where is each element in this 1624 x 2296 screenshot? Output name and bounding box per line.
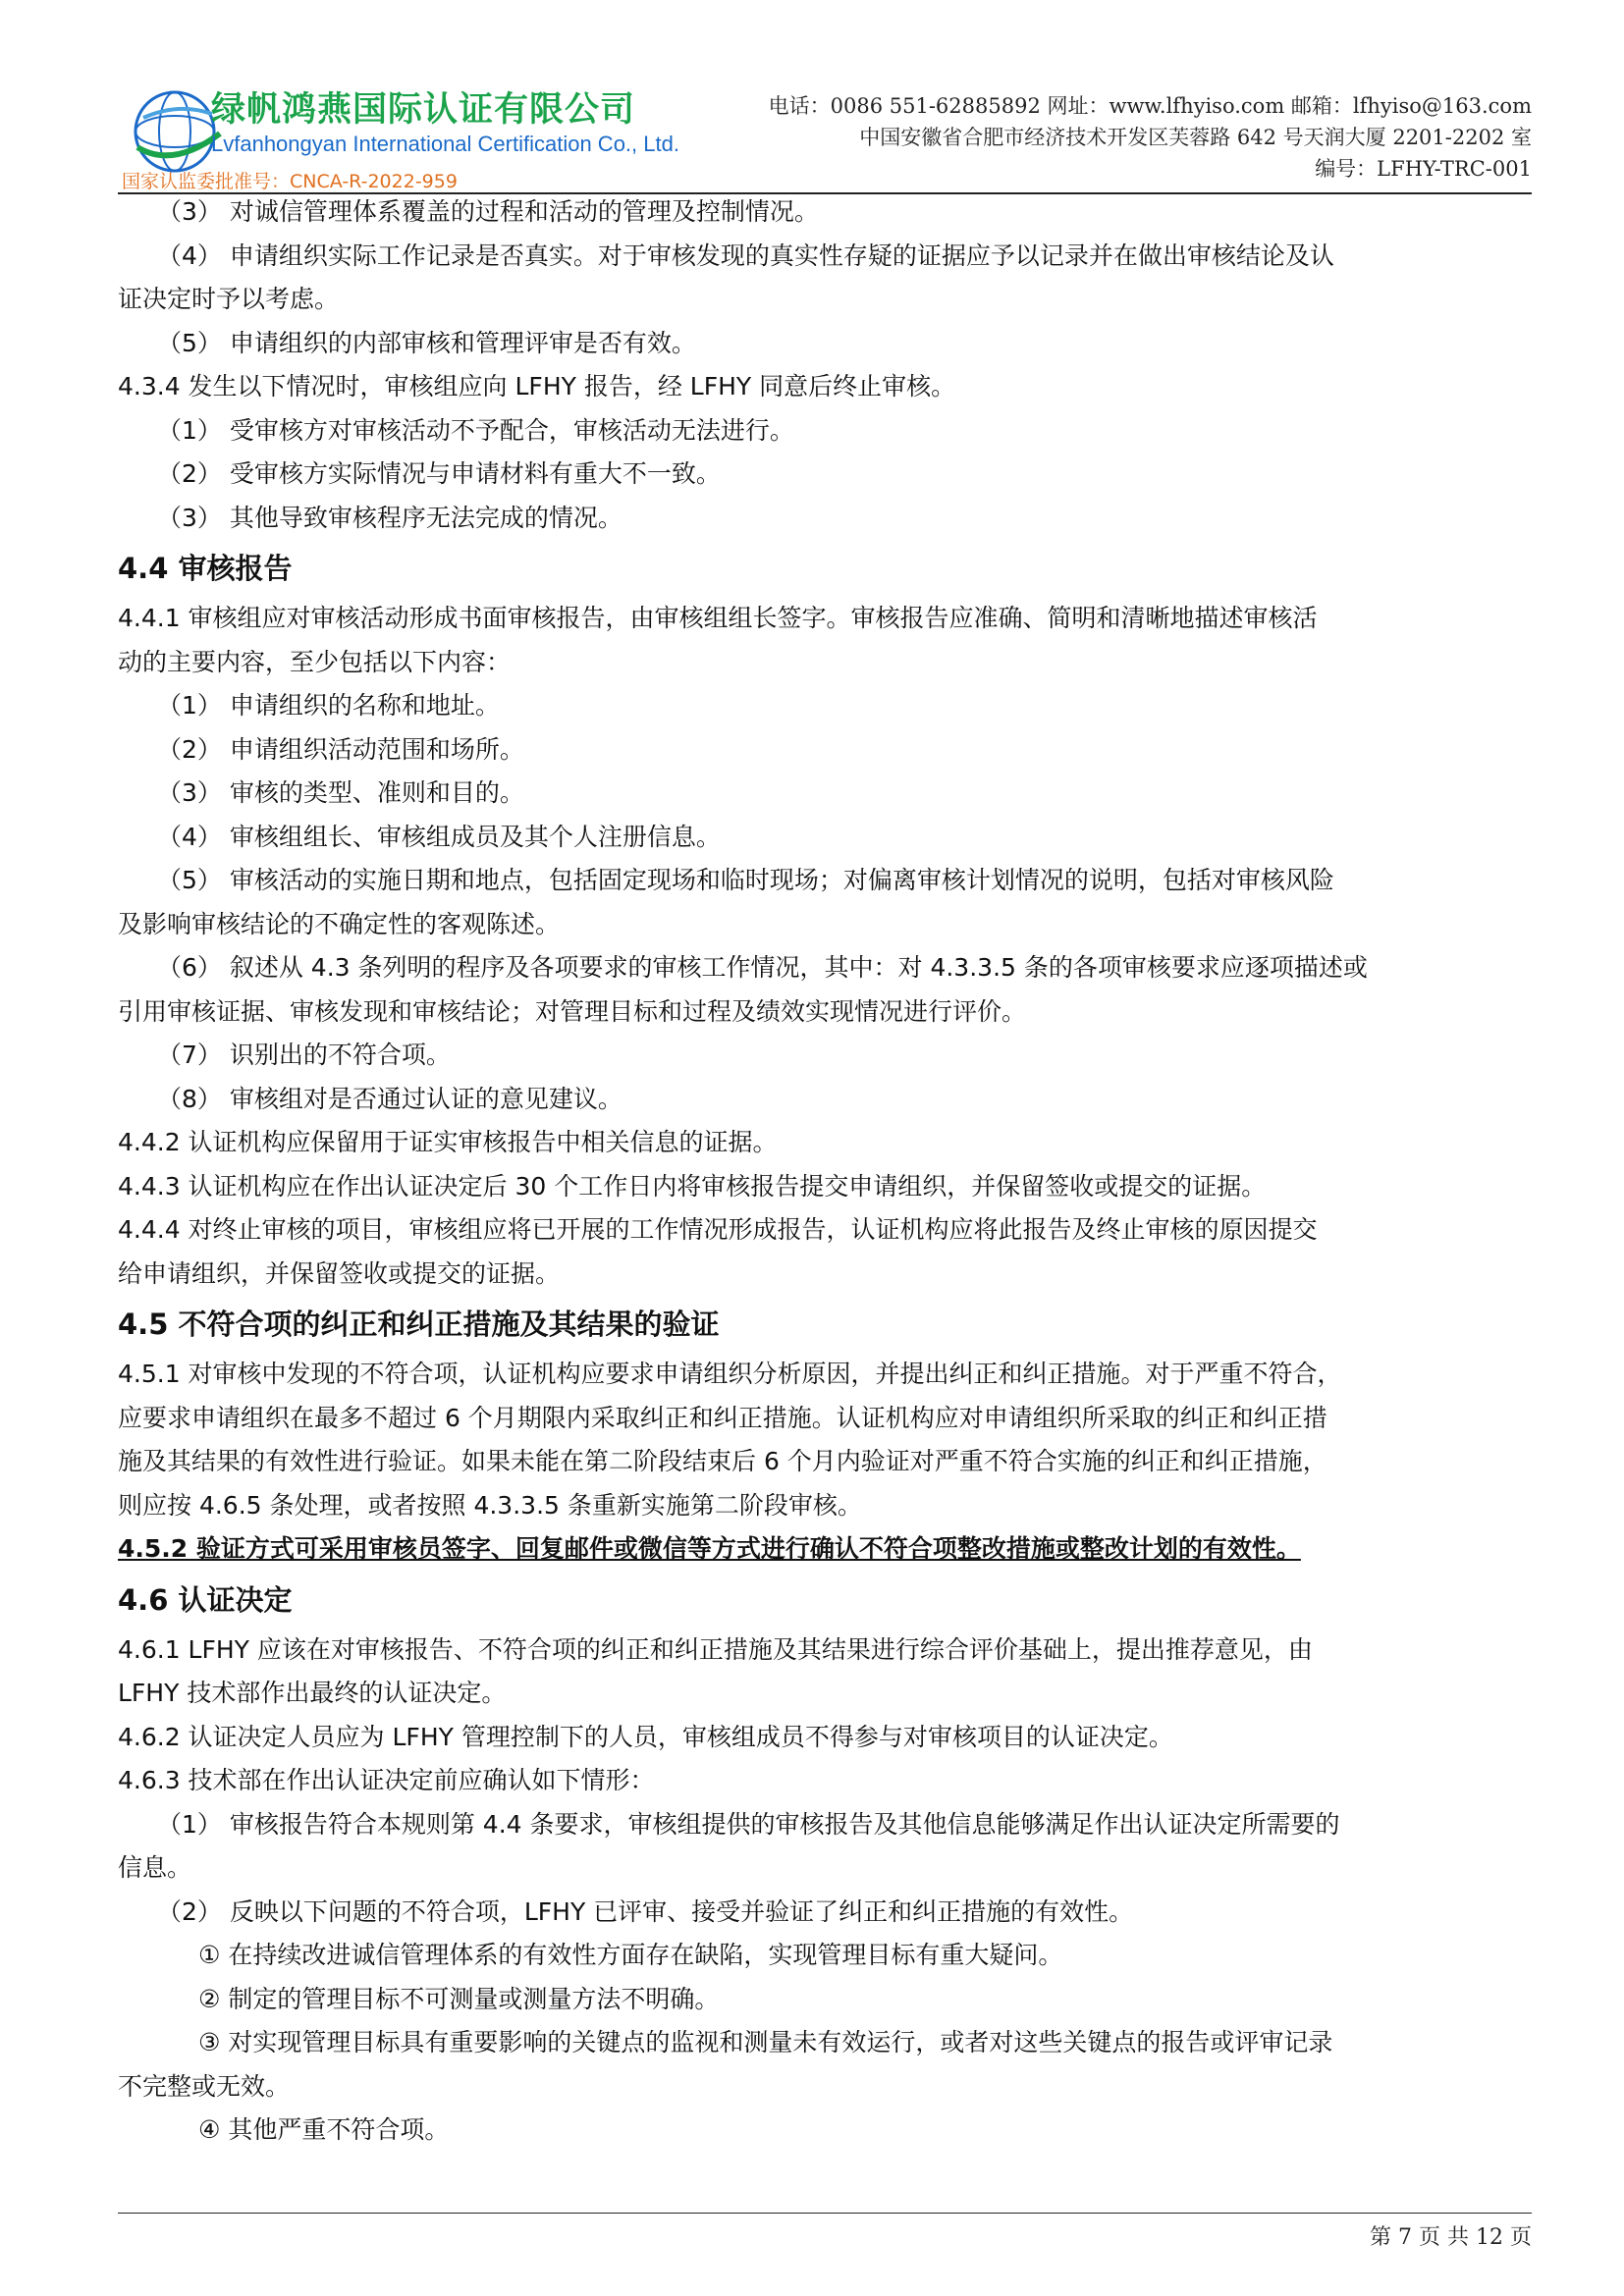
list-item: （7） 识别出的不符合项。 (157, 1041, 451, 1069)
sub-list-item: ① 在持续改进诚信管理体系的有效性方面存在缺陷，实现管理目标有重大疑问。 (198, 1941, 1063, 1969)
list-item: （3） 其他导致审核程序无法完成的情况。 (157, 503, 623, 532)
approval-number: 国家认监委批准号：CNCA-R-2022-959 (122, 171, 458, 192)
section-heading-4-4: 4.4 审核报告 (118, 552, 293, 585)
list-item: （3） 对诚信管理体系覆盖的过程和活动的管理及控制情况。 (157, 197, 819, 226)
logo-chinese-name: 绿帆鸿燕国际认证有限公司 (211, 90, 636, 130)
clause-4-3-4: 4.3.4 发生以下情况时，审核组应向 LFHY 报告，经 LFHY 同意后终止审核。 (118, 372, 956, 400)
list-item: （3） 审核的类型、准则和目的。 (157, 778, 524, 807)
clause-continuation: 则应按 4.6.5 条处理，或者按照 4.3.3.5 条重新实施第二阶段审核。 (118, 1490, 862, 1520)
sub-list-item-continuation: 不完整或无效。 (118, 2071, 291, 2101)
list-item: （2） 受审核方实际情况与申请材料有重大不一致。 (157, 459, 721, 488)
page-header (118, 69, 1532, 196)
document-number: 编号：LFHY-TRC-001 (1315, 157, 1532, 181)
list-item: （5） 申请组织的内部审核和管理评审是否有效。 (157, 328, 696, 357)
page-number: 第 7 页 共 12 页 (1370, 2225, 1532, 2250)
clause-4-6-2: 4.6.2 认证决定人员应为 LFHY 管理控制下的人员，审核组成员不得参与对审核项目的认证决定。 (118, 1722, 1173, 1751)
list-item: （8） 审核组对是否通过认证的意见建议。 (157, 1084, 623, 1113)
list-item: （2） 反映以下问题的不符合项，LFHY 已评审、接受并验证了纠正和纠正措施的有效性。 (157, 1896, 1134, 1926)
clause-continuation: 施及其结果的有效性进行验证。如果未能在第二阶段结束后 6 个月内验证对严重不符合实施的纠正和纠正措施， (118, 1447, 1327, 1475)
contact-phone-web-email: 电话：0086 551-62885892 网址：www.lfhyiso.com 邮箱：lfhyiso@163.com (768, 94, 1532, 118)
clause-4-5-2-underlined: 4.5.2 验证方式可采用审核员签字、回复邮件或微信等方式进行确认不符合项整改措施或整改计划的有效性。 (118, 1534, 1301, 1563)
list-item: （4） 审核组组长、审核组成员及其个人注册信息。 (157, 822, 721, 851)
list-item: （6） 叙述从 4.3 条列明的程序及各项要求的审核工作情况，其中：对 4.3.3.5 条的各项审核要求应逐项描述或 (157, 953, 1368, 982)
list-item: （4） 申请组织实际工作记录是否真实。对于审核发现的真实性存疑的证据应予以记录并在做出审核结论及认 (157, 240, 1334, 270)
clause-4-5-1: 4.5.1 对审核中发现的不符合项，认证机构应要求申请组织分析原因，并提出纠正和纠正措施。对于严重不符合， (118, 1360, 1342, 1388)
list-item-continuation: 证决定时予以考虑。 (118, 285, 340, 313)
section-heading-4-5: 4.5 不符合项的纠正和纠正措施及其结果的验证 (118, 1308, 720, 1341)
clause-4-4-1: 4.4.1 审核组应对审核活动形成书面审核报告，由审核组组长签字。审核报告应准确、简明和清晰地描述审核活 (118, 604, 1318, 632)
list-item: （2） 申请组织活动范围和场所。 (157, 734, 524, 764)
clause-continuation: LFHY 技术部作出最终的认证决定。 (118, 1679, 507, 1707)
clause-4-6-1: 4.6.1 LFHY 应该在对审核报告、不符合项的纠正和纠正措施及其结果进行综合评价基础上，提出推荐意见，由 (118, 1634, 1313, 1664)
footer-divider (118, 2213, 1532, 2214)
clause-continuation: 动的主要内容，至少包括以下内容： (118, 647, 512, 676)
contact-info (769, 90, 1532, 185)
clause-4-4-2: 4.4.2 认证机构应保留用于证实审核报告中相关信息的证据。 (118, 1128, 778, 1156)
clause-4-6-3: 4.6.3 技术部在作出认证决定前应确认如下情形： (118, 1766, 655, 1794)
list-item: （1） 申请组织的名称和地址。 (157, 691, 500, 720)
contact-address: 中国安徽省合肥市经济技术开发区芙蓉路 642 号天润大厦 2201-2202 室 (859, 126, 1532, 149)
list-item-continuation: 信息。 (118, 1853, 192, 1882)
logo-english-name: Lvfanhongyan International Certification Co., Ltd. (211, 132, 679, 156)
list-item: （5） 审核活动的实施日期和地点，包括固定现场和临时现场；对偏离审核计划情况的说明，包括对审核风险 (157, 866, 1334, 894)
list-item: （1） 审核报告符合本规则第 4.4 条要求，审核组提供的审核报告及其他信息能够满足作出认证决定所需要的 (157, 1809, 1340, 1839)
clause-continuation: 给申请组织，并保留签收或提交的证据。 (118, 1258, 561, 1288)
sub-list-item: ② 制定的管理目标不可测量或测量方法不明确。 (198, 1984, 720, 2013)
list-item-continuation: 引用审核证据、审核发现和审核结论；对管理目标和过程及绩效实现情况进行评价。 (118, 996, 1027, 1026)
list-item: （1） 受审核方对审核活动不予配合，审核活动无法进行。 (157, 415, 794, 445)
list-item-continuation: 及影响审核结论的不确定性的客观陈述。 (118, 909, 561, 938)
document-body (118, 190, 1532, 2153)
clause-continuation: 应要求申请组织在最多不超过 6 个月期限内采取纠正和纠正措施。认证机构应对申请组织所采取的纠正和纠正措 (118, 1403, 1327, 1432)
clause-4-4-4: 4.4.4 对终止审核的项目，审核组应将已开展的工作情况形成报告，认证机构应将此报告及终止审核的原因提交 (118, 1215, 1318, 1244)
sub-list-item: ④ 其他严重不符合项。 (198, 2115, 450, 2144)
company-logo (118, 69, 727, 196)
section-heading-4-6: 4.6 认证决定 (118, 1582, 293, 1617)
sub-list-item: ③ 对实现管理目标具有重要影响的关键点的监视和测量未有效运行，或者对这些关键点的报告或评审记录 (198, 2028, 1333, 2056)
clause-4-4-3: 4.4.3 认证机构应在作出认证决定后 30 个工作日内将审核报告提交申请组织，并保留签收或提交的证据。 (118, 1171, 1267, 1201)
